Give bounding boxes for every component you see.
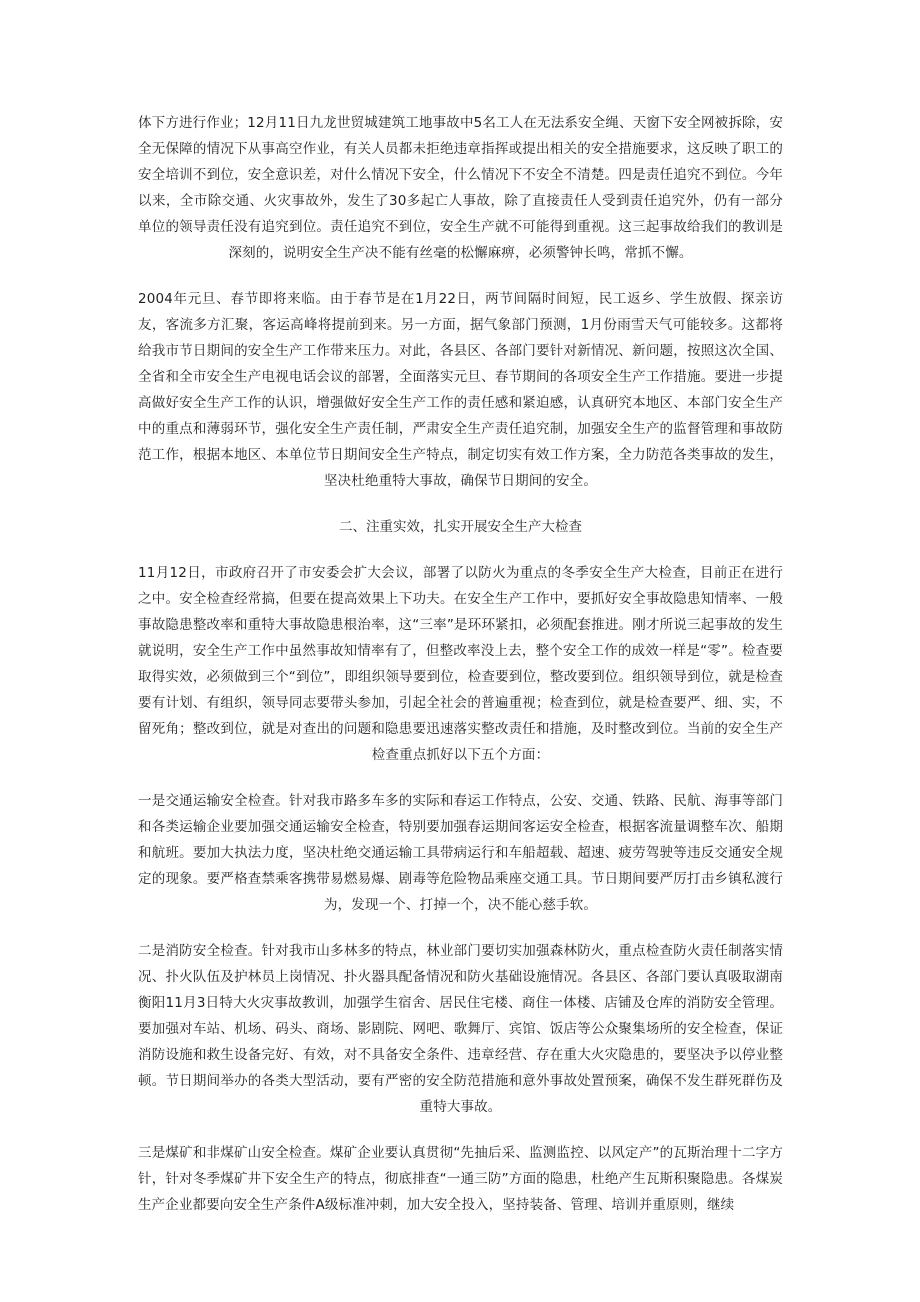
paragraph-mine-safety: 三是煤矿和非煤矿山安全检查。煤矿企业要认真贯彻“先抽后采、监测监控、以风定产”的瓦斯治理十二字方针，针对冬季煤矿井下安全生产的特点，彻底排查“一通三防”方面的隐患，杜绝产生瓦斯积聚隐患。各煤炭生产企业都要向安全生产条件A级标准冲刺，加大安全投入，坚持装备、管理、培训并重原则，继续	[138, 1145, 783, 1213]
section-heading-inspection: 二、注重实效，扎实开展安全生产大检查	[339, 519, 582, 535]
paragraph-holiday-safety: 2004年元旦、春节即将来临。由于春节是在1月22日，两节间隔时间短，民工返乡、学生放假、探亲访友，客流多方汇聚，客运高峰将提前到来。另一方面，据气象部门预测，1月份雨雪天气可能较多。这都将给我市节日期间的安全生产工作带来压力。对此，各县区、各部门要针对新情况、新问题，按照这次全国、全省和全市安全生产电视电话会议的部署，全面落实元旦、春节期间的各项安全生产工作措施。要进一步提高做好安全生产工作的认识，增强做好安全生产工作的责任感和紧迫感，认真研究本地区、本部门安全生产中的重点和薄弱环节，强化安全生产责任制，严肃安全生产责任追究制，加强安全生产的监督管理和事故防范工作，根据本地区、本单位节日期间安全生产特点，制定切实有效工作方案，全力防范各类事故的发生，坚决杜绝重特大事故，确保节日期间的安全。	[138, 291, 783, 489]
paragraph-traffic-safety: 一是交通运输安全检查。针对我市路多车多的实际和春运工作特点，公安、交通、铁路、民航、海事等部门和各类运输企业要加强交通运输安全检查，特别要加强春运期间客运安全检查，根据客流量调整车次、船期和航班。要加大执法力度，坚决杜绝交通运输工具带病运行和车船超载、超速、疲劳驾驶等违反交通安全规定的现象。要严格查禁乘客携带易燃易爆、剧毒等危险物品乘座交通工具。节日期间要严厉打击乡镇私渡行为，发现一个、打掉一个，决不能心慈手软。	[138, 793, 783, 913]
paragraph-inspection-overview: 11月12日，市政府召开了市安委会扩大会议，部署了以防火为重点的冬季安全生产大检查，目前正在进行之中。安全检查经常搞，但要在提高效果上下功夫。在安全生产工作中，要抓好安全事故隐患知情率、一般事故隐患整改率和重特大事故隐患根治率，这“三率”是环环紧扣，必须配套推进。刚才所说三起事故的发生就说明，安全生产工作中虽然事故知情率有了，但整改率没上去，整个安全工作的成效一样是“零”。检查要取得实效，必须做到三个“到位”，即组织领导要到位，检查要到位，整改要到位。组织领导到位，就是检查要有计划、有组织，领导同志要带头参加，引起全社会的普遍重视；检查到位，就是检查要严、细、实，不留死角；整改到位，就是对查出的问题和隐患要迅速落实整改责任和措施，及时整改到位。当前的安全生产检查重点抓好以下五个方面：	[138, 565, 783, 763]
document-page	[138, 110, 783, 1238]
paragraph-accident-lessons: 体下方进行作业；12月11日九龙世贸城建筑工地事故中5名工人在无法系安全绳、天窗下安全网被拆除，安全无保障的情况下从事高空作业，有关人员都未拒绝违章指挥或提出相关的安全措施要求，这反映了职工的安全培训不到位，安全意识差，对什么情况下安全，什么情况下不安全不清楚。四是责任追究不到位。今年以来，全市除交通、火灾事故外，发生了30多起亡人事故，除了直接责任人受到责任追究外，仍有一部分单位的领导责任没有追究到位。责任追究不到位，安全生产就不可能得到重视。这三起事故给我们的教训是深刻的，说明安全生产决不能有丝毫的松懈麻痹，必须警钟长鸣，常抓不懈。	[138, 115, 783, 261]
paragraph-fire-safety: 二是消防安全检查。针对我市山多林多的特点，林业部门要切实加强森林防火，重点检查防火责任制落实情况、扑火队伍及护林员上岗情况、扑火器具配备情况和防火基础设施情况。各县区、各部门要认真吸取湖南衡阳11月3日特大火灾事故教训，加强学生宿舍、居民住宅楼、商住一体楼、店铺及仓库的消防安全管理。要加强对车站、机场、码头、商场、影剧院、网吧、歌舞厅、宾馆、饭店等公众聚集场所的安全检查，保证消防设施和救生设备完好、有效，对不具备安全条件、违章经营、存在重大火灾隐患的，要坚决予以停业整顿。节日期间举办的各类大型活动，要有严密的安全防范措施和意外事故处置预案，确保不发生群死群伤及重特大事故。	[138, 943, 783, 1115]
